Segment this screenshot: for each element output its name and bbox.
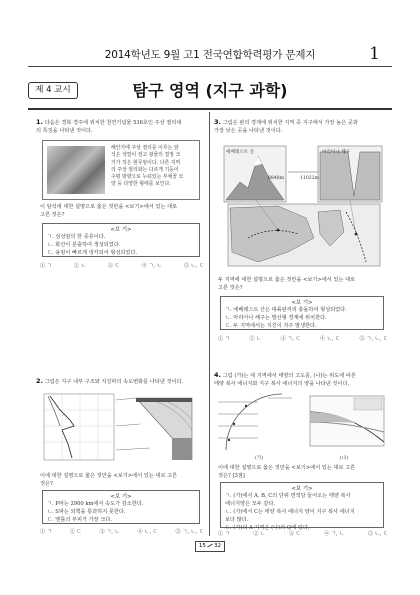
question-1-ask: 이 암석에 대한 설명으로 옳은 것만을 <보기>에서 있는 대로 고른 것은? <box>40 204 178 218</box>
question-4-ask: 이에 대한 설명으로 옳은 것만을 <보기>에서 있는 대로 고른 것은? [3점] <box>218 465 356 479</box>
earth-interior-figure <box>40 390 202 468</box>
choice-1[interactable]: ① ㄱ <box>40 263 52 269</box>
question-3-choices <box>218 335 388 342</box>
choice-2[interactable]: ② ㄴ <box>73 263 86 269</box>
question-3-stem: 3. 그림은 판의 경계에 위치한 지역 중 지구에서 가장 높은 곳과 가장 낮은 곳을 나타낸 것이다. <box>214 118 358 134</box>
bogi-item: ㄱ. P파는 2900 km에서 속도가 감소한다. <box>47 501 144 507</box>
choice-4[interactable]: ④ ㄱ, ㄴ <box>324 531 345 537</box>
bogi-item: ㄱ. (가)에서 A, B, C의 단위 면적당 들어오는 태양 복사 <box>225 493 351 499</box>
question-3-number: 3. <box>214 118 221 126</box>
page-number: 1 <box>369 44 380 64</box>
bogi-item: ㄱ. 심성암의 한 종류이다. <box>47 234 106 240</box>
question-1-figure-box <box>42 140 200 200</box>
choice-5[interactable]: ⑤ ㄱ, ㄴ, ㄷ <box>175 529 204 535</box>
choice-3[interactable]: ③ ㄱ, ㄷ <box>280 336 301 342</box>
bogi-item: ㄴ. S파는 외핵을 통과하지 못한다. <box>47 509 126 515</box>
question-3-ask: 두 지역에 대한 설명으로 옳은 것만을 <보기>에서 있는 대로 고른 것은? <box>218 277 356 291</box>
question-2-bogi <box>42 490 200 524</box>
period-badge: 제 4 교시 <box>28 82 78 99</box>
choice-3[interactable]: ③ ㄷ <box>288 531 301 537</box>
question-4-choices <box>218 530 388 537</box>
bogi-item: ㄷ. 용암이 빠르게 냉각되어 형성되었다. <box>47 250 138 256</box>
question-1 <box>36 118 204 135</box>
choice-5[interactable]: ⑤ ㄱ, ㄴ, ㄷ <box>359 336 388 342</box>
bogi-title: <보 기> <box>291 486 313 492</box>
question-4-stem: 4. 그림 (가)는 세 지역에서 태양의 고도를, (나)는 위도에 따른 태양 복사 에너지와 지구 복사 에너지의 양을 나타낸 것이다. <box>214 371 356 387</box>
question-2-choices <box>40 528 204 535</box>
bogi-title: <보 기> <box>110 494 132 500</box>
question-1-choices <box>40 262 204 269</box>
header-rule-thick <box>28 108 392 110</box>
bogi-item: ㄷ. 두 지역에서는 지진이 자주 발생한다. <box>225 323 317 329</box>
bogi-title: <보 기> <box>110 227 132 233</box>
choice-2[interactable]: ② ㄴ <box>253 531 266 537</box>
question-4-bogi <box>220 482 384 531</box>
choice-4[interactable]: ④ ㄴ, ㄷ <box>137 529 158 535</box>
choice-2[interactable]: ② ㄴ <box>249 336 262 342</box>
choice-3[interactable]: ③ ㄱ, ㄴ <box>99 529 120 535</box>
choice-1[interactable]: ① ㄱ <box>218 531 230 537</box>
trench-label: 마리아나 해구 <box>322 150 351 155</box>
bogi-item: 에너지양은 모두 같다. <box>225 501 276 507</box>
column-divider <box>209 112 210 536</box>
everest-height: 8848m <box>268 176 285 181</box>
choice-5[interactable]: ⑤ ㄴ, ㄷ <box>367 531 388 537</box>
page-total: 32 <box>214 543 222 549</box>
question-2-number: 2. <box>36 377 43 385</box>
question-1-stem: 1. 다음은 경북 경주에 위치한 천연기념물 536호인 주상 절리대 의 특징을 나타낸 것이다. <box>36 118 182 134</box>
caption-na: (나) <box>340 456 349 461</box>
bogi-item: 보다 많다. <box>225 517 249 523</box>
bogi-title: <보 기> <box>291 300 313 306</box>
choice-1[interactable]: ① ㄱ <box>40 529 52 535</box>
choice-2[interactable]: ② ㄷ <box>69 529 82 535</box>
trench-depth: 11022m <box>300 176 319 181</box>
question-2-ask: 이에 대한 설명으로 옳은 것만을 <보기>에서 있는 대로 고른 것은? <box>40 473 178 487</box>
choice-3[interactable]: ③ ㄷ <box>107 263 120 269</box>
question-4-number: 4. <box>214 371 221 379</box>
question-2-stem: 2. 그림은 지구 내부 구조와 지진파의 속도변화를 나타낸 것이다. <box>36 377 184 385</box>
plate-boundary-figure <box>218 142 388 270</box>
radiation-graph <box>304 392 388 452</box>
header-rule <box>28 66 392 67</box>
bogi-item: ㄷ. (가)의 A 지역은 (나)의 Q에 있다. <box>225 525 310 531</box>
subject-title: 탐구 영역 (지구 과학) <box>132 81 288 100</box>
exam-title: 2014학년도 9월 고1 전국연합학력평가 문제지 <box>104 49 316 61</box>
choice-4[interactable]: ④ ㄱ, ㄴ <box>141 263 162 269</box>
caption-ga: (가) <box>255 456 264 461</box>
page-current: 15 <box>198 543 206 549</box>
everest-label: 에베레스트 산 <box>226 150 255 155</box>
choice-5[interactable]: ⑤ ㄴ, ㄷ <box>183 263 204 269</box>
question-1-bogi <box>42 223 200 257</box>
question-1-passage: 해안가에 주상 절리를 이루는 암 석은 색깔이 검고 광물의 결정 크 기가 작은 현무암이다. 다른 지역 의 주상 절리와는 다르게 기둥이 수평 방향으로 누워있는 부채꼴 모 양 등 다양한 형태를 보인다. <box>111 145 184 188</box>
choice-4[interactable]: ④ ㄴ, ㄷ <box>319 336 341 342</box>
page-counter <box>195 541 225 552</box>
bogi-item: ㄱ. 에베레스트 산은 대륙판끼리 충돌하여 형성되었다. <box>225 307 347 313</box>
bogi-item: ㄴ. (가)에서 C는 태양 복사 에너지 양이 지구 복사 에너지 <box>225 509 355 515</box>
columnar-joint-photo <box>47 146 105 194</box>
page-separator <box>207 544 213 548</box>
bogi-item: ㄴ. 화산이 분출하여 생성되었다. <box>47 242 121 248</box>
question-3-bogi <box>220 296 384 330</box>
choice-1[interactable]: ① ㄱ <box>218 336 230 342</box>
question-1-number: 1. <box>36 118 43 126</box>
bogi-item: ㄷ. 맨틀의 부피가 가장 크다. <box>47 517 113 523</box>
bogi-item: ㄴ. 마리아나 해구는 발산형 경계에 위치한다. <box>225 315 327 321</box>
solar-altitude-figure <box>218 392 300 452</box>
